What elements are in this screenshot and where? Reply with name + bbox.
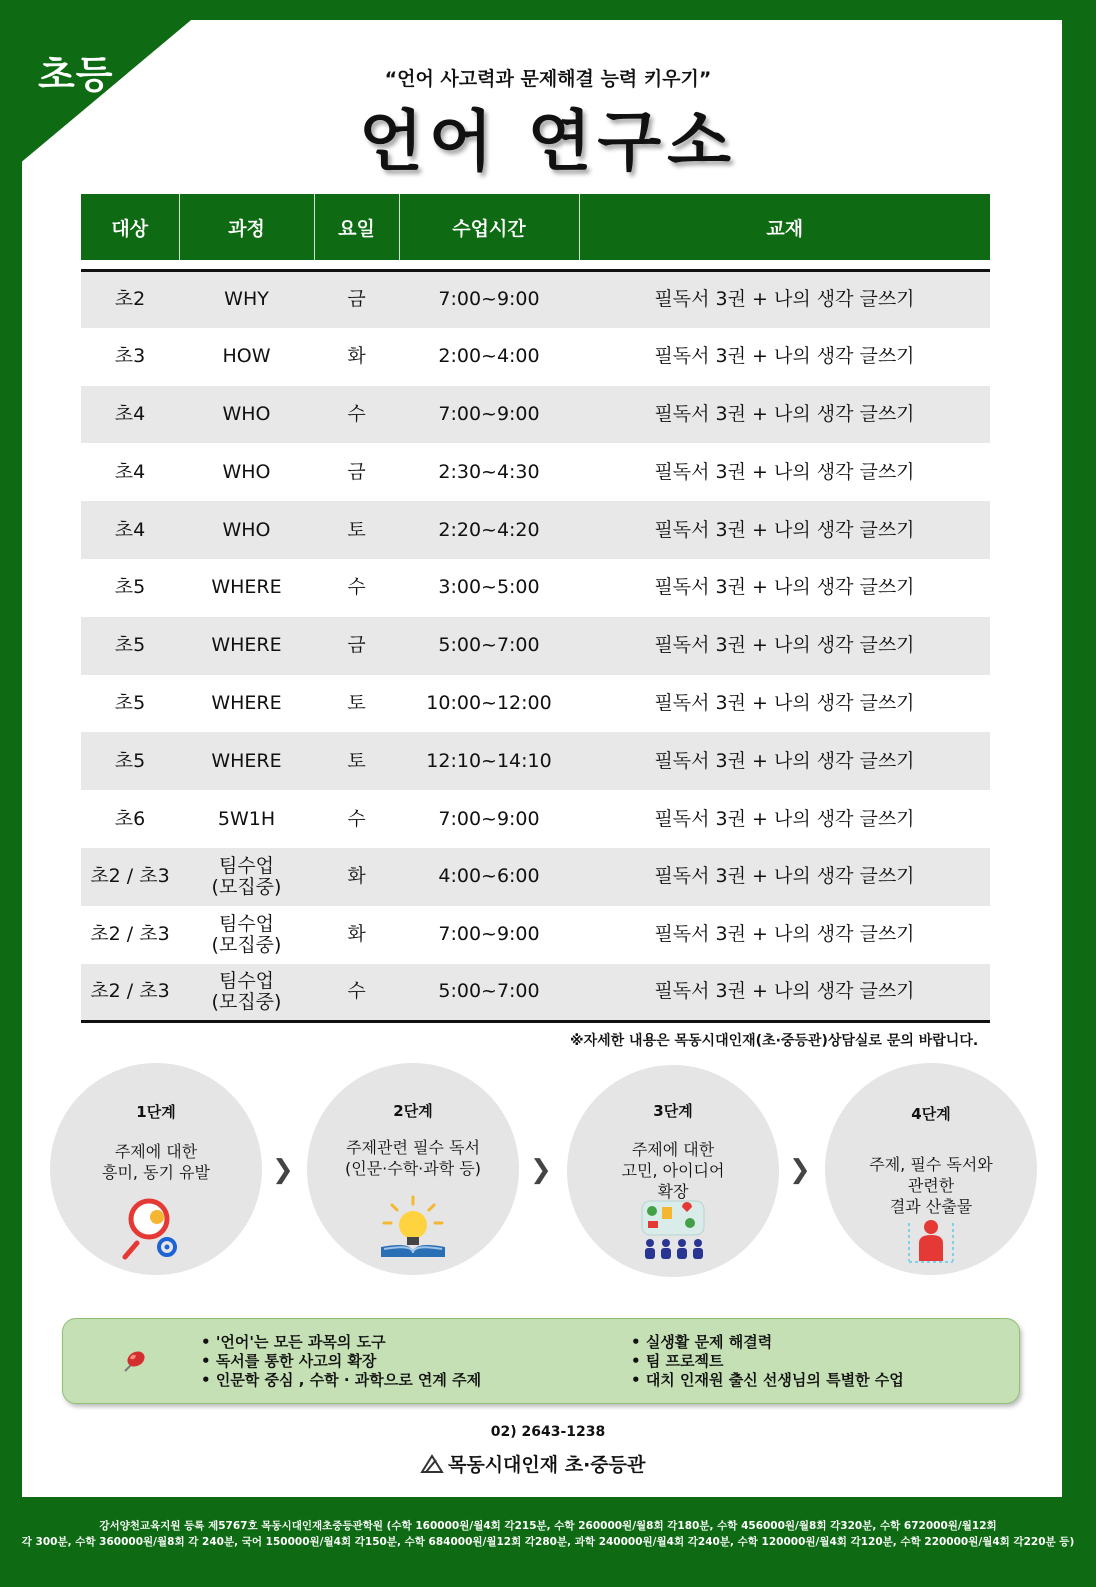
cell-target: 초2 bbox=[81, 270, 179, 328]
cell-time: 2:30~4:30 bbox=[438, 460, 540, 483]
cell-day: 수 bbox=[314, 386, 399, 444]
lightbulb-book-icon bbox=[378, 1195, 448, 1265]
cell-course: 팀수업 (모집중) bbox=[211, 912, 282, 956]
cell-textbook: 필독서 3권 + 나의 생각 글쓰기 bbox=[654, 460, 915, 483]
cell-day: 수 bbox=[314, 964, 399, 1022]
cell-course: WHERE bbox=[179, 617, 314, 675]
cell-time: 5:00~7:00 bbox=[399, 617, 579, 675]
cell-target: 초5 bbox=[81, 617, 179, 675]
table-row bbox=[81, 328, 990, 386]
step-label: 1단계 bbox=[136, 1103, 176, 1121]
logo-icon bbox=[420, 1454, 444, 1479]
brand-name bbox=[420, 1450, 645, 1479]
step-label: 4단계 bbox=[911, 1105, 951, 1123]
schedule-table bbox=[81, 194, 990, 1023]
footer-legal bbox=[0, 1518, 1096, 1550]
cell-course: 5W1H bbox=[217, 807, 276, 830]
list-item: • 팀 프로젝트 bbox=[631, 1352, 904, 1371]
cell-textbook: 필독서 3권 + 나의 생각 글쓰기 bbox=[654, 692, 915, 715]
table-row bbox=[81, 848, 990, 906]
cell-textbook: 필독서 3권 + 나의 생각 글쓰기 bbox=[579, 386, 990, 444]
step-3-circle bbox=[567, 1065, 779, 1277]
cell-course: 팀수업 (모집중) bbox=[179, 964, 314, 1022]
cell-time: 3:00~5:00 bbox=[438, 576, 540, 599]
cell-time: 10:00~12:00 bbox=[426, 692, 552, 715]
table-header-row bbox=[81, 194, 990, 260]
cell-textbook: 필독서 3권 + 나의 생각 글쓰기 bbox=[654, 807, 915, 830]
header-textbook: 교재 bbox=[579, 194, 990, 260]
cell-target: 초4 bbox=[81, 501, 179, 559]
footer-line: 강서양천교육지원 등록 제5767호 목동시대인재초중등관학원 (수학 160000원/월4회 각215분, 수학 260000원/월8회 각180분, 수학 456000원/월8회 각320분, 수학 672000원/월12회 bbox=[99, 1520, 997, 1532]
cell-course: WHERE bbox=[179, 732, 314, 790]
cell-course: WHERE bbox=[211, 692, 282, 715]
step-description: 주제에 대한 고민, 아이디어 확장 bbox=[621, 1140, 725, 1201]
step-arrow: ❯ bbox=[789, 1155, 811, 1185]
features-list-left bbox=[201, 1333, 481, 1390]
presenter-icon bbox=[903, 1213, 959, 1269]
cell-course: WHO bbox=[179, 501, 314, 559]
cell-course: WHO bbox=[222, 460, 271, 483]
cell-target: 초2 / 초3 bbox=[90, 923, 170, 946]
cell-target: 초3 bbox=[114, 345, 146, 368]
cell-time: 12:10~14:10 bbox=[399, 732, 579, 790]
cell-textbook: 필독서 3권 + 나의 생각 글쓰기 bbox=[654, 576, 915, 599]
table-row bbox=[81, 443, 990, 501]
cell-target: 초6 bbox=[114, 807, 146, 830]
list-item: • '언어'는 모든 과목의 도구 bbox=[201, 1333, 481, 1352]
cell-textbook: 필독서 3권 + 나의 생각 글쓰기 bbox=[579, 964, 990, 1022]
header-course: 과정 bbox=[179, 194, 314, 260]
list-item: • 대치 인재원 출신 선생님의 특별한 수업 bbox=[631, 1371, 904, 1390]
page-title: 언어 연구소 bbox=[359, 103, 737, 180]
table-row bbox=[81, 964, 990, 1022]
inquiry-note: ※자세한 내용은 목동시대인재(초·중등관)상담실로 문의 바랍니다. bbox=[570, 1033, 979, 1049]
cell-day: 금 bbox=[347, 460, 366, 483]
cell-target: 초2 / 초3 bbox=[81, 848, 179, 906]
step-description: 주제, 필수 독서와 관련한 결과 산출물 bbox=[869, 1155, 993, 1216]
table-row bbox=[81, 270, 990, 328]
table-row bbox=[81, 732, 990, 790]
cell-time: 7:00~9:00 bbox=[438, 807, 540, 830]
cell-textbook: 필독서 3권 + 나의 생각 글쓰기 bbox=[579, 501, 990, 559]
step-description: 주제에 대한 흥미, 동기 유발 bbox=[102, 1142, 210, 1182]
cell-day: 수 bbox=[347, 807, 366, 830]
cell-day: 토 bbox=[314, 501, 399, 559]
cell-target: 초2 / 초3 bbox=[81, 964, 179, 1022]
cell-day: 화 bbox=[347, 923, 366, 946]
cell-day: 화 bbox=[347, 345, 366, 368]
corner-label: 초등 bbox=[38, 53, 114, 97]
brand-label: 목동시대인재 초·중등관 bbox=[448, 1454, 646, 1476]
cell-time: 2:00~4:00 bbox=[438, 345, 540, 368]
features-list-right bbox=[631, 1333, 904, 1390]
list-item: • 실생활 문제 해결력 bbox=[631, 1333, 904, 1352]
table-row bbox=[81, 790, 990, 848]
header-target: 대상 bbox=[81, 194, 179, 260]
cell-target: 초4 bbox=[114, 460, 146, 483]
cell-textbook: 필독서 3권 + 나의 생각 글쓰기 bbox=[579, 848, 990, 906]
cell-course: WHY bbox=[179, 270, 314, 328]
cell-course: WHERE bbox=[211, 576, 282, 599]
cell-time: 7:00~9:00 bbox=[399, 386, 579, 444]
cell-day: 금 bbox=[314, 270, 399, 328]
cell-target: 초4 bbox=[81, 386, 179, 444]
cell-time: 4:00~6:00 bbox=[399, 848, 579, 906]
cell-textbook: 필독서 3권 + 나의 생각 글쓰기 bbox=[579, 617, 990, 675]
list-item: • 인문학 중심 , 수학 · 과학으로 연계 주제 bbox=[201, 1371, 481, 1390]
cell-textbook: 필독서 3권 + 나의 생각 글쓰기 bbox=[654, 923, 915, 946]
cell-target: 초5 bbox=[114, 692, 146, 715]
step-label: 3단계 bbox=[653, 1102, 693, 1120]
cell-target: 초5 bbox=[114, 576, 146, 599]
cell-course: 팀수업 (모집중) bbox=[179, 848, 314, 906]
page-subtitle: “언어 사고력과 문제해결 능력 키우기” bbox=[384, 68, 712, 90]
pushpin-icon bbox=[119, 1345, 149, 1379]
cell-day: 금 bbox=[314, 617, 399, 675]
cell-time: 2:20~4:20 bbox=[399, 501, 579, 559]
list-item: • 독서를 통한 사고의 확장 bbox=[201, 1352, 481, 1371]
table-row bbox=[81, 559, 990, 617]
cell-day: 토 bbox=[347, 692, 366, 715]
table-row bbox=[81, 386, 990, 444]
step-1-circle bbox=[50, 1063, 262, 1275]
table-row bbox=[81, 906, 990, 964]
cell-course: HOW bbox=[222, 345, 271, 368]
contact-phone: 02) 2643-1238 bbox=[490, 1424, 606, 1440]
step-label: 2단계 bbox=[393, 1102, 433, 1120]
features-box bbox=[62, 1318, 1020, 1404]
table-row bbox=[81, 617, 990, 675]
cell-day: 화 bbox=[314, 848, 399, 906]
step-4-circle bbox=[825, 1063, 1037, 1275]
cell-textbook: 필독서 3권 + 나의 생각 글쓰기 bbox=[654, 345, 915, 368]
cell-day: 토 bbox=[314, 732, 399, 790]
table-row bbox=[81, 501, 990, 559]
step-arrow: ❯ bbox=[530, 1155, 552, 1185]
footer-line: 각 300분, 수학 360000원/월8회 각 240분, 국어 150000원/월4회 각150분, 수학 684000원/월12회 각280분, 과학 240000원/월4회 각240분, 수학 120000원/월4회 각120분, 수학 220000원/월4회 각220분 등) bbox=[21, 1536, 1075, 1548]
discussion-group-icon bbox=[638, 1199, 708, 1265]
cell-textbook: 필독서 3권 + 나의 생각 글쓰기 bbox=[579, 270, 990, 328]
header-day: 요일 bbox=[314, 194, 399, 260]
step-description: 주제관련 필수 독서 (인문·수학·과학 등) bbox=[345, 1138, 481, 1178]
step-arrow: ❯ bbox=[272, 1155, 294, 1185]
magnifier-gear-icon bbox=[121, 1191, 191, 1265]
cell-target: 초5 bbox=[81, 732, 179, 790]
header-time: 수업시간 bbox=[399, 194, 579, 260]
cell-day: 수 bbox=[347, 576, 366, 599]
table-row bbox=[81, 675, 990, 733]
cell-time: 7:00~9:00 bbox=[438, 923, 540, 946]
cell-course: WHO bbox=[179, 386, 314, 444]
schedule-body bbox=[81, 270, 990, 1021]
step-2-circle bbox=[307, 1063, 519, 1275]
cell-time: 7:00~9:00 bbox=[399, 270, 579, 328]
cell-time: 5:00~7:00 bbox=[399, 964, 579, 1022]
cell-textbook: 필독서 3권 + 나의 생각 글쓰기 bbox=[579, 732, 990, 790]
